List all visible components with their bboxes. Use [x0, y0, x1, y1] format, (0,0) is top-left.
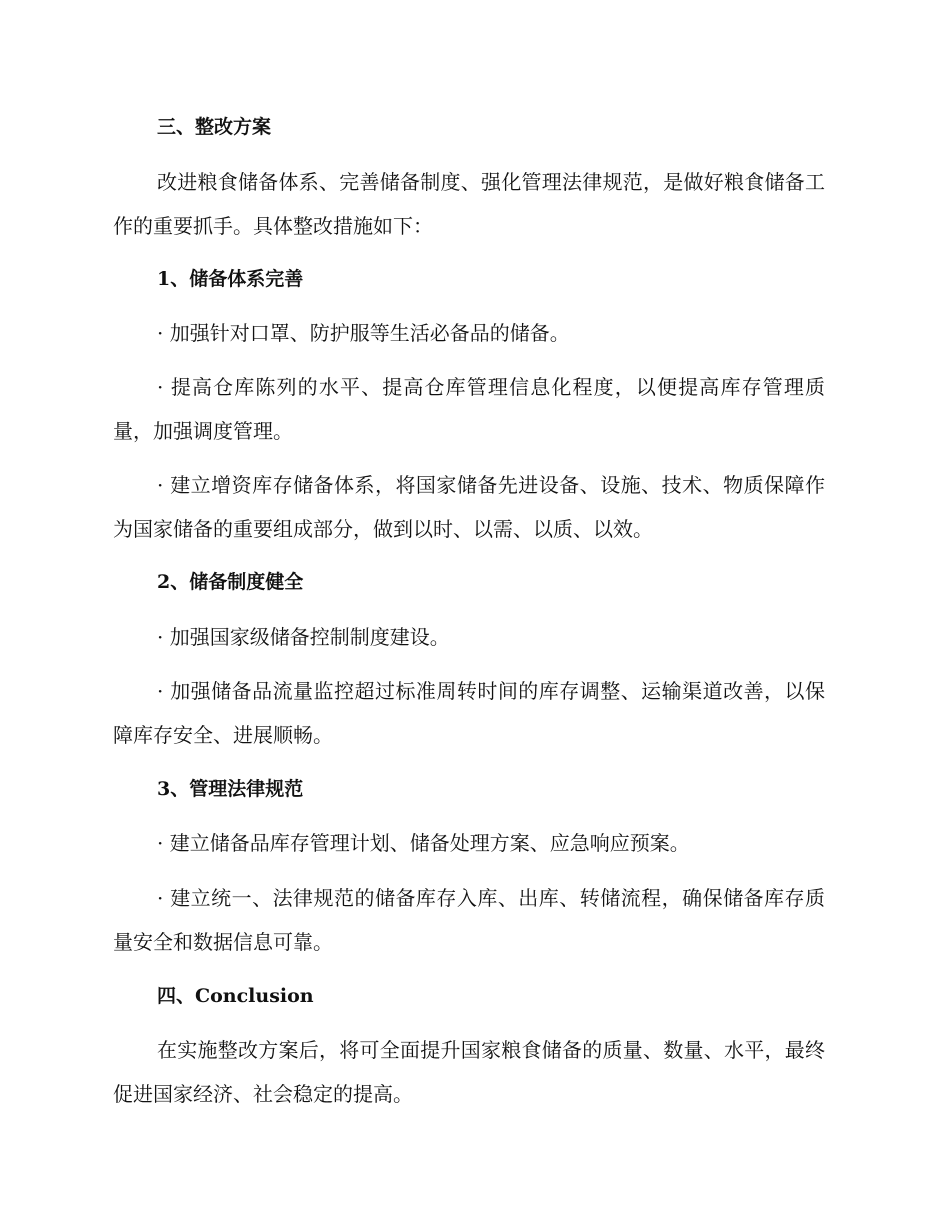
bullet-item: · 建立统一、法律规范的储备库存入库、出库、转储流程，确保储备库存质量安全和数据信息可靠。: [113, 886, 825, 954]
bullet-item: · 加强国家级储备控制制度建设。: [157, 625, 450, 649]
bullet-item: · 加强储备品流量监控超过标准周转时间的库存调整、运输渠道改善，以保障库存安全、进展顺畅。: [113, 679, 825, 747]
bullet-item: · 建立增资库存储备体系，将国家储备先进设备、设施、技术、物质保障作为国家储备的重要组成部分，做到以时、以需、以质、以效。: [113, 473, 825, 541]
subheading-legal-norms: 3、管理法律规范: [157, 778, 304, 800]
paragraph-intro: 改进粮食储备体系、完善储备制度、强化管理法律规范，是做好粮食储备工作的重要抓手。具体整改措施如下：: [113, 170, 825, 238]
bullet-item: · 提高仓库陈列的水平、提高仓库管理信息化程度，以便提高库存管理质量，加强调度管理。: [113, 375, 825, 443]
section-heading-conclusion: 四、Conclusion: [157, 985, 314, 1007]
paragraph-conclusion: 在实施整改方案后，将可全面提升国家粮食储备的质量、数量、水平，最终促进国家经济、社会稳定的提高。: [113, 1038, 825, 1106]
section-heading-rectification-plan: 三、整改方案: [157, 116, 272, 138]
bullet-item: · 加强针对口罩、防护服等生活必备品的储备。: [157, 321, 570, 345]
bullet-item: · 建立储备品库存管理计划、储备处理方案、应急响应预案。: [157, 831, 690, 855]
subheading-reserve-rules: 2、储备制度健全: [157, 571, 304, 593]
subheading-reserve-system: 1、储备体系完善: [157, 268, 304, 290]
